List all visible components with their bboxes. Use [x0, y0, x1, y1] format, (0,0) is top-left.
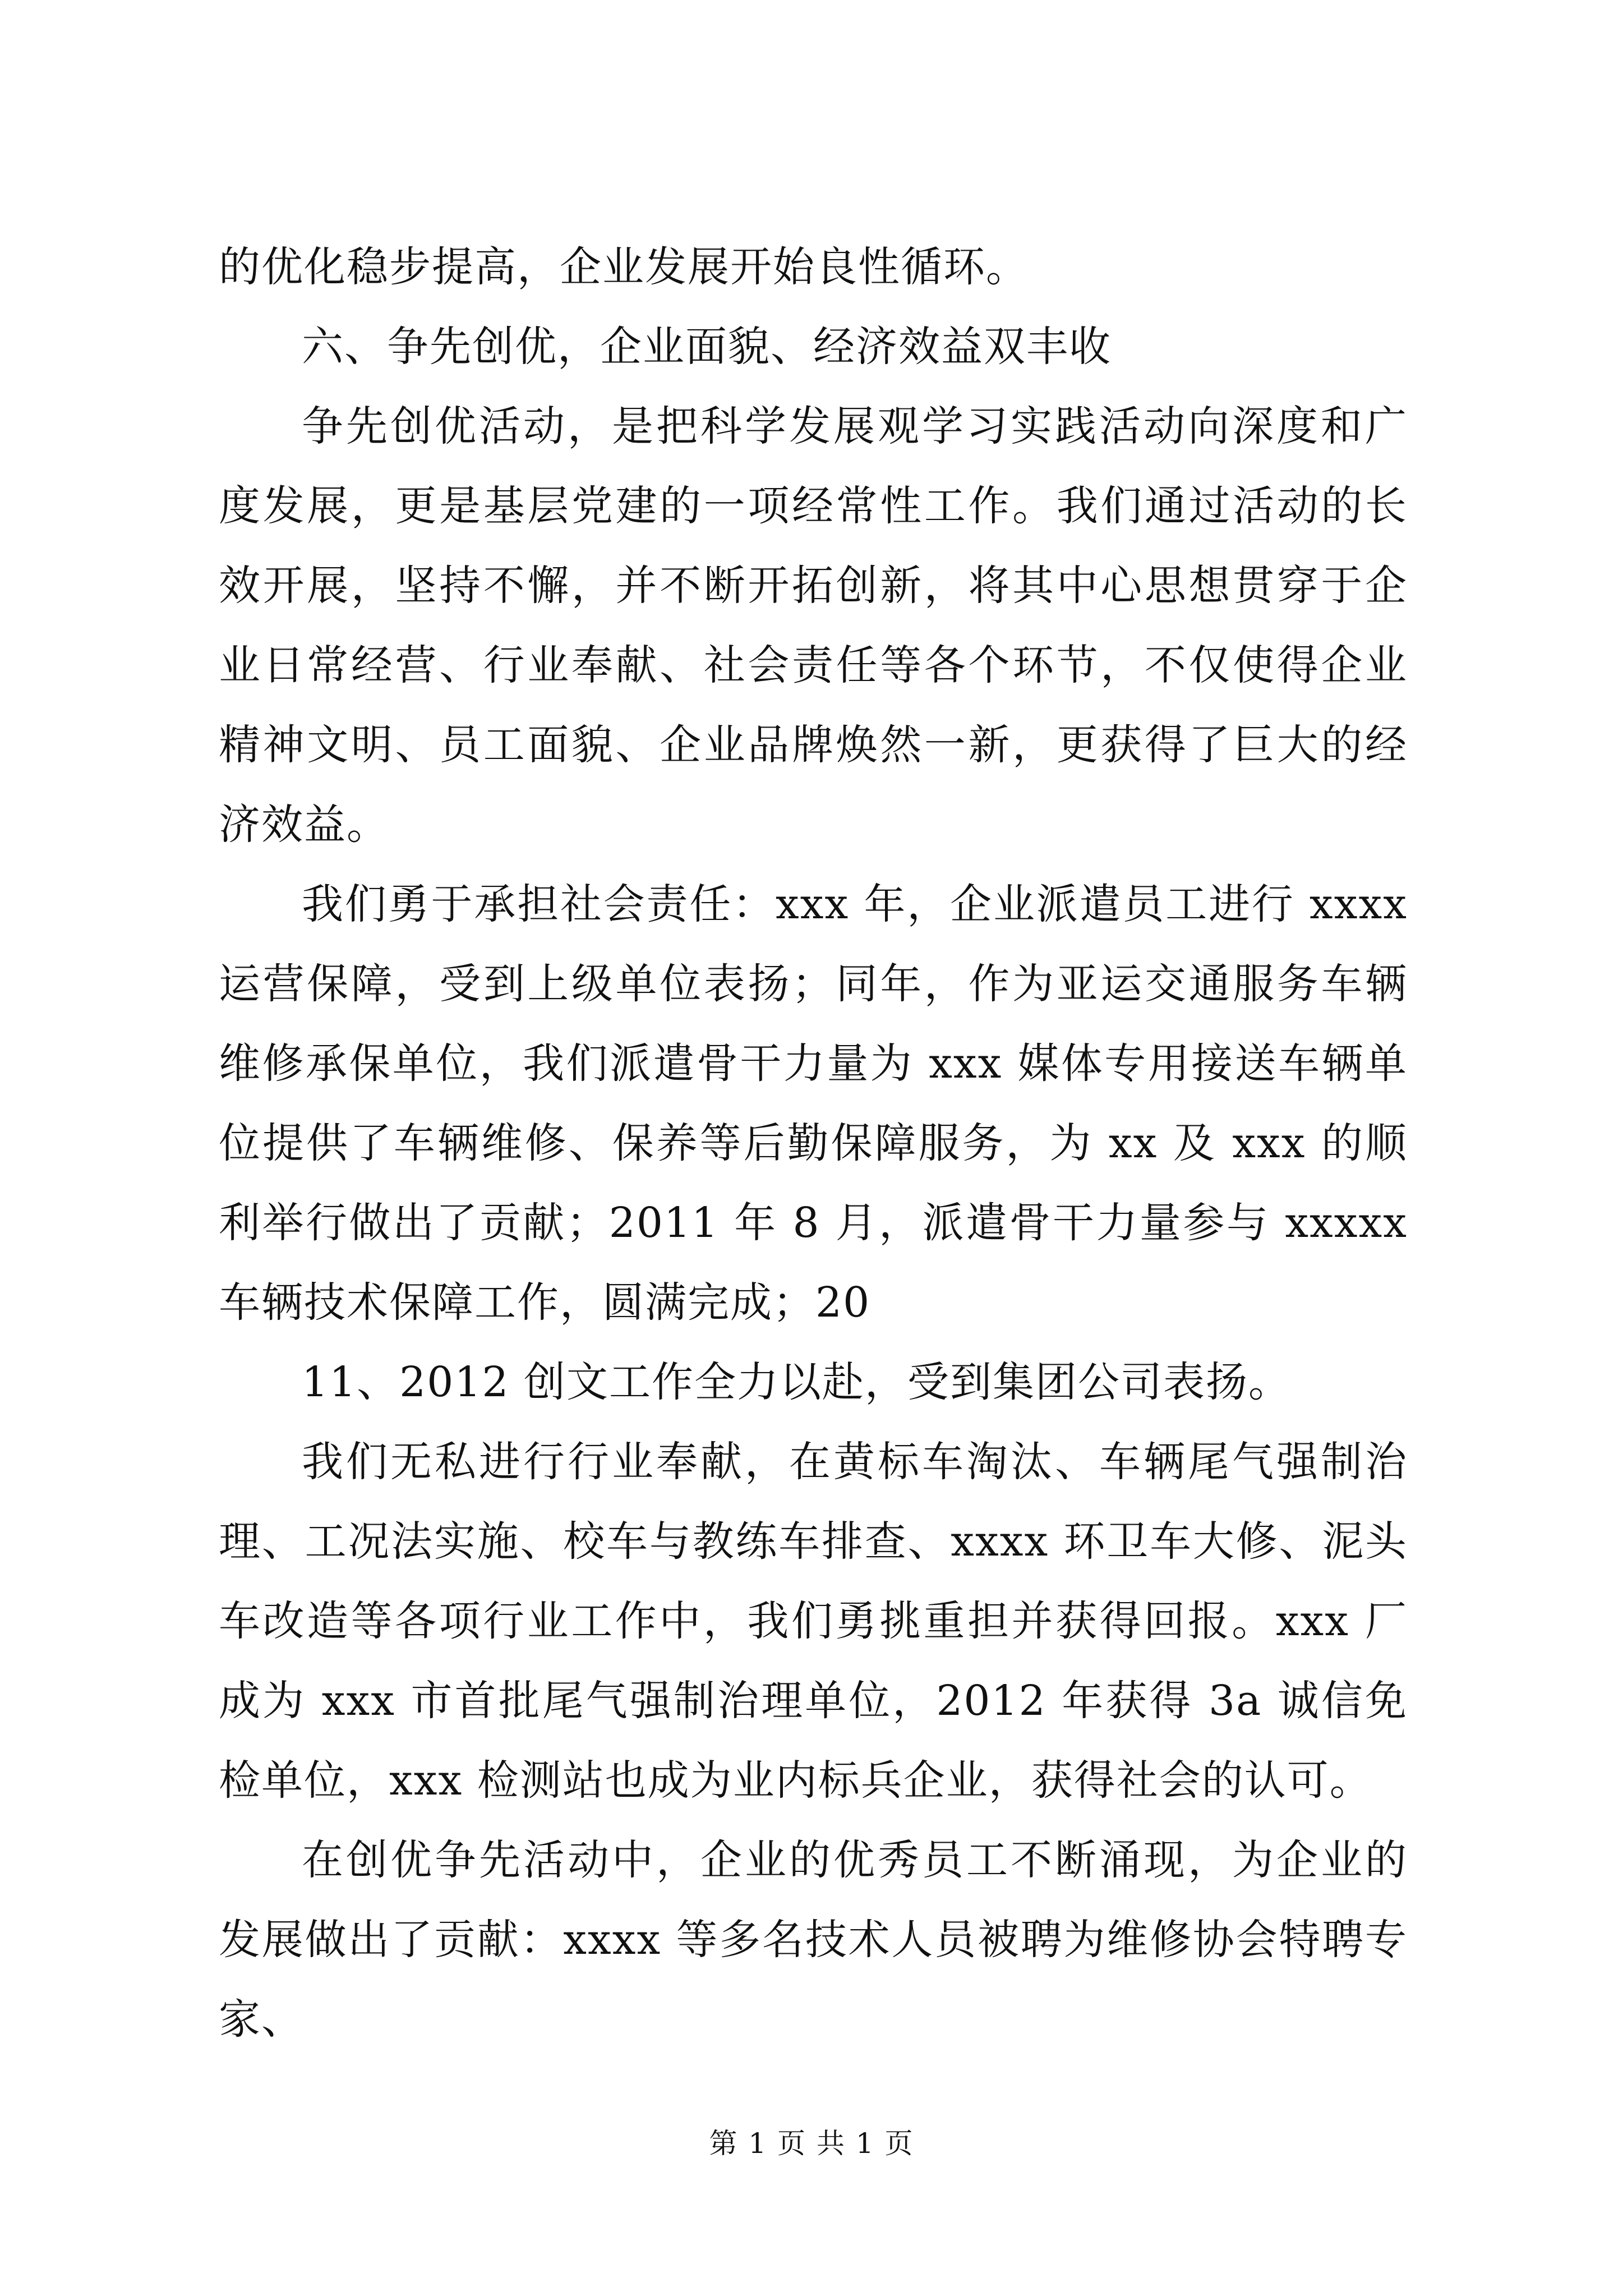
- section-heading: 六、争先创优，企业面貌、经济效益双丰收: [302, 323, 1112, 371]
- paragraph: 我们无私进行行业奉献，在黄标车淘汰、车辆尾气强制治理、工况法实施、校车与教练车排查、xxxx 环卫车大修、泥头车改造等各项行业工作中，我们勇挑重担并获得回报。xxx 厂成为 xxx 市首批尾气强制治理单位，2012 年获得 3a 诚信免检单位，xxx 检测站也成为业内标兵企业，获得社会的认可。: [219, 1438, 1408, 1805]
- paragraph-continuation: 的优化稳步提高，企业发展开始良性循环。: [219, 243, 1029, 291]
- paragraph: 我们勇于承担社会责任：xxx 年，企业派遣员工进行 xxxx 运营保障，受到上级单位表扬；同年，作为亚运交通服务车辆维修承保单位，我们派遣骨干力量为 xxx 媒体专用接送车辆单位提供了车辆维修、保养等后勤保障服务，为 xx 及 xxx 的顺利举行做出了贡献；2011 年 8 月，派遣骨干力量参与 xxxxx 车辆技术保障工作，圆满完成；20: [219, 880, 1408, 1327]
- paragraph: 11、2012 创文工作全力以赴，受到集团公司表扬。: [302, 1358, 1292, 1406]
- paragraph: 争先创优活动，是把科学发展观学习实践活动向深度和广度发展，更是基层党建的一项经常性工作。我们通过活动的长效开展，坚持不懈，并不断开拓创新，将其中心思想贯穿于企业日常经营、行业奉献、社会责任等各个环节，不仅使得企业精神文明、员工面貌、企业品牌焕然一新，更获得了巨大的经济效益。: [219, 402, 1408, 849]
- paragraph: 在创优争先活动中，企业的优秀员工不断涌现，为企业的发展做出了贡献：xxxx 等多名技术人员被聘为维修协会特聘专家、: [219, 1836, 1408, 2044]
- document-body: [219, 227, 1408, 2059]
- page-footer: 第 1 页 共 1 页: [709, 2127, 914, 2160]
